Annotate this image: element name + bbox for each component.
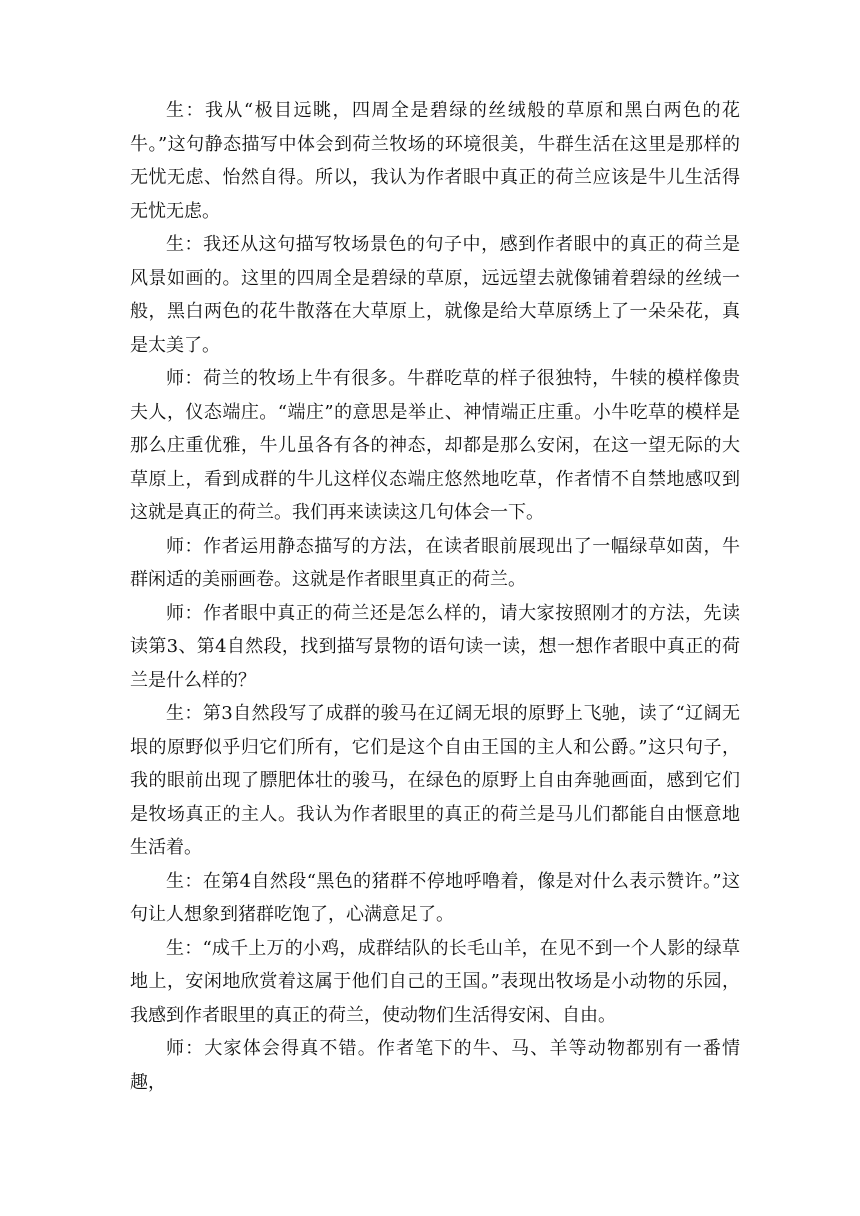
paragraph-3: 师：荷兰的牧场上牛有很多。牛群吃草的样子很独特，牛犊的模样像贵夫人，仪态端庄。“端庄”的意思是举止、神情端正庄重。小牛吃草的模样是那么庄重优雅，牛儿虽各有各的神态，却都是那么安闲，在这一望无际的大草原上，看到成群的牛儿这样仪态端庄悠然地吃草，作者情不自禁地感叹到这就是真正的荷兰。我们再来读读这几句体会一下。 (130, 368, 740, 523)
paragraph-4: 师：作者运用静态描写的方法，在读者眼前展现出了一幅绿草如茵，牛群闲适的美丽画卷。这就是作者眼里真正的荷兰。 (130, 535, 740, 590)
paragraph-5: 师：作者眼中真正的荷兰还是怎么样的，请大家按照刚才的方法，先读读第3、第4自然段，找到描写景物的语句读一读，想一想作者眼中真正的荷兰是什么样的？ (130, 602, 740, 691)
paragraph-6: 生：第3自然段写了成群的骏马在辽阔无垠的原野上飞驰，读了“辽阔无垠的原野似乎归它们所有，它们是这个自由王国的主人和公爵。”这只句子，我的眼前出现了膘肥体壮的骏马，在绿色的原野上自由奔驰画面，感到它们是牧场真正的主人。我认为作者眼里的真正的荷兰是马儿们都能自由惬意地生活着。 (130, 703, 740, 858)
paragraph-7: 生：在第4自然段“黑色的猪群不停地呼噜着，像是对什么表示赞许。”这句让人想象到猪群吃饱了，心满意足了。 (130, 870, 740, 925)
document-body (130, 94, 740, 1099)
paragraph-2: 生：我还从这句描写牧场景色的句子中，感到作者眼中的真正的荷兰是风景如画的。这里的四周全是碧绿的草原，远远望去就像铺着碧绿的丝绒一般，黑白两色的花牛散落在大草原上，就像是给大草原绣上了一朵朵花，真是太美了。 (130, 234, 740, 356)
paragraph-8: 生：“成千上万的小鸡，成群结队的长毛山羊，在见不到一个人影的绿草地上，安闲地欣赏着这属于他们自己的王国。”表现出牧场是小动物的乐园，我感到作者眼里的真正的荷兰，使动物们生活得安闲、自由。 (130, 937, 740, 1026)
paragraph-9: 师：大家体会得真不错。作者笔下的牛、马、羊等动物都别有一番情趣， (130, 1038, 740, 1093)
paragraph-1: 生：我从“极目远眺，四周全是碧绿的丝绒般的草原和黑白两色的花牛。”这句静态描写中体会到荷兰牧场的环境很美，牛群生活在这里是那样的无忧无虑、怡然自得。所以，我认为作者眼中真正的荷兰应该是牛儿生活得无忧无虑。 (130, 100, 740, 222)
